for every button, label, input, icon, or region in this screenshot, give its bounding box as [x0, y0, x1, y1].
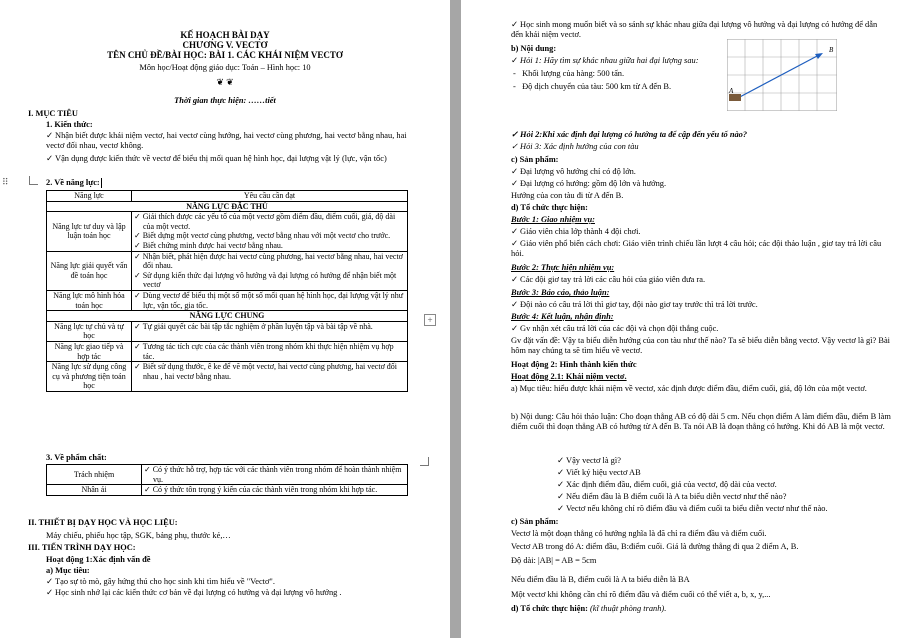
table-row	[47, 212, 408, 251]
product-2-item-2: Vectơ AB trong đó A: điểm đầu, B:điểm cuối. Giá là đường thẳng đi qua 2 điểm A, B.	[511, 542, 799, 551]
activity-1-item-2: ✓ Học sinh nhớ lại các kiến thức cơ bản về đại lượng có hướng và đại lượng vô hướng .	[46, 588, 342, 598]
step-1-b: ✓ Giáo viên phổ biến cách chơi: Giáo viên trình chiếu lần lượt 4 câu hỏi; các đội thảo luận , giơ tay trả lời câu hỏi.	[511, 239, 893, 259]
question-1-b: - Độ dịch chuyển của tàu: 500 km từ A đến B.	[513, 82, 672, 91]
step-1: Bước 1: Giao nhiệm vụ:	[511, 215, 595, 224]
question-2: ✓ Hỏi 2:Khi xác định đại lượng có hướng ta để cập đến yếu tố nào?	[511, 130, 747, 140]
row-label: Năng lực sử dụng công cụ và phương tiện toán học	[47, 362, 132, 392]
row-requirements: ✓ Biết sử dụng thước, ê ke để vẽ một vectơ, hai vectơ cùng phương, hai vectơ đối nhau , hai vectơ bằng nhau.	[132, 362, 408, 392]
product-2-item-3: Độ dài: |AB| = AB = 5cm	[511, 556, 597, 565]
knowledge-heading: 1. Kiến thức:	[46, 120, 93, 129]
product-2-item-1: Vectơ là một đoạn thẳng có hướng nghĩa là đã chỉ ra điểm đầu và điểm cuối.	[511, 529, 767, 538]
section-objectives: I. MỤC TIÊU	[28, 109, 78, 118]
chapter-title: CHƯƠNG V. VECTƠ	[182, 40, 268, 50]
ornament: ❦ ❦	[216, 77, 234, 87]
row-label: Năng lực giải quyết vấn đề toán học	[47, 251, 132, 290]
discussion-item: ✓ Xác định điểm đầu, điểm cuối, giá của vectơ, độ dài của vectơ.	[557, 480, 777, 490]
activity-2-1-objective: a) Mục tiêu: hiểu được khái niệm về vectơ, xác định được điểm đầu, điểm cuối, giá, độ lớn của một vectơ.	[511, 384, 867, 393]
competency-table	[46, 190, 408, 392]
step-3-a: ✓ Đội nào có câu trả lời thì giơ tay, đội nào giơ tay trước thì trả lời trước.	[511, 300, 758, 310]
lesson-title: KẾ HOẠCH BÀI DẠY	[180, 30, 270, 40]
margin-mark-icon	[29, 176, 38, 185]
question-3: ✓ Hỏi 3: Xác định hướng của con tàu	[511, 142, 639, 152]
step-2-a: ✓ Các đội giơ tay trả lời các câu hỏi của giáo viên đưa ra.	[511, 275, 705, 285]
product-item-3: Hướng của con tàu đi từ A đến B.	[511, 191, 624, 200]
row-requirements: ✓ Tương tác tích cực của các thành viên trong nhóm khi thực hiện nhiệm vụ hợp tác.	[132, 341, 408, 361]
table-row	[47, 485, 408, 496]
group-specific: NĂNG LỰC ĐẶC THÙ	[47, 201, 408, 212]
subject-line: Môn học/Hoạt động giáo dục: Toán – Hình học: 10	[139, 63, 311, 72]
step-4-b: Gv đặt vấn đề: Vậy ta biểu diễn hướng của con tàu như thế nào? Ta sẽ biểu diễn bằng vectơ. Vậy vectơ là gì? Bài hôm nay chúng ta sẽ tìm hiểu về vectơ.	[511, 336, 890, 356]
page-gap	[452, 0, 461, 638]
discussion-item: ✓ Vậy vectơ là gì?	[557, 456, 621, 466]
drag-handle-icon[interactable]: ⠿	[2, 177, 9, 187]
table-row	[47, 251, 408, 290]
activity-1-objective: a) Mục tiêu:	[46, 566, 90, 575]
step-1-a: ✓ Giáo viên chia lớp thành 4 đội chơi.	[511, 227, 641, 237]
activity-2-1-heading: Hoạt động 2.1: Khái niệm vectơ.	[511, 372, 627, 381]
row-requirements: ✓ Dùng vectơ để biểu thị một số một số mối quan hệ hình học, đại lượng vật lý như lực, vận tốc, gia tốc.	[132, 290, 408, 310]
question-1: ✓ Hỏi 1: Hãy tìm sự khác nhau giữa hai đại lượng sau:	[511, 56, 698, 66]
table-header-requirement: Yêu cầu cần đạt	[132, 191, 408, 202]
document-page-left	[0, 0, 450, 638]
table-row	[47, 362, 408, 392]
section-process: III. TIẾN TRÌNH DẠY HỌC:	[28, 543, 136, 552]
organize-heading-2: d) Tổ chức thực hiện: (kĩ thuật phòng tranh).	[511, 604, 667, 613]
topic-title: TÊN CHỦ ĐỀ/BÀI HỌC: BÀI 1. CÁC KHÁI NIỆM VECTƠ	[107, 50, 343, 60]
intro-paragraph: ✓ Học sinh mong muốn biết và so sánh sự khác nhau giữa đại lượng vô hướng và đại lượng có hướng để dẫn đến khái niệm vectơ.	[511, 20, 891, 40]
organize-heading: d) Tổ chức thực hiện:	[511, 203, 588, 212]
row-label: Năng lực tư duy và lập luận toán học	[47, 212, 132, 251]
product-item-2: ✓ Đại lượng có hướng: gồm độ lớn và hướng.	[511, 179, 666, 189]
table-row	[47, 465, 408, 485]
row-label: Nhân ái	[47, 485, 142, 496]
duration-line: Thời gian thực hiện: ……tiết	[174, 96, 276, 105]
step-4: Bước 4: Kết luận, nhận định:	[511, 312, 614, 321]
activity-2-heading: Hoạt động 2: Hình thành kiến thức	[511, 360, 637, 369]
product-2-item-5: Một vectơ khi không cần chỉ rõ điểm đầu và điểm cuối có thể viết a, b, x, y,...	[511, 590, 771, 599]
activity-2-1-content: b) Nội dung: Câu hỏi thảo luận: Cho đoạn thẳng AB có độ dài 5 cm. Nếu chọn điểm A làm điểm đầu, điểm B làm điểm cuối thì đoạn thẳng AB có hướng từ A đến B. Ta nói AB là đoạn thẳng có hướng. Khi đó AB là một vectơ.	[511, 412, 891, 432]
figure-label-b: B	[829, 46, 834, 54]
row-requirements: ✓ Tự giải quyết các bài tập tắc nghiệm ở phần luyện tập và bài tập về nhà.	[132, 321, 408, 341]
row-label: Năng lực mô hình hóa toán học	[47, 290, 132, 310]
ship-vector-figure	[727, 39, 837, 111]
document-page-right	[461, 0, 912, 638]
row-label: Năng lực tự chủ và tự học	[47, 321, 132, 341]
knowledge-item-2: ✓ Vận dụng được kiến thức về vectơ để biểu thị mối quan hệ hình học, đại lượng vật lý (lực, vận tốc)	[46, 154, 426, 164]
product-heading: c) Sản phẩm:	[511, 155, 559, 164]
table-row	[47, 321, 408, 341]
margin-mark-icon	[420, 457, 429, 466]
quality-table	[46, 464, 408, 496]
content-heading: b) Nội dung:	[511, 44, 557, 53]
equipment-text: Máy chiếu, phiếu học tập, SGK, bảng phụ, thước kẻ,…	[46, 531, 231, 540]
row-description: ✓ Có ý thức hỗ trợ, hợp tác với các thành viên trong nhóm để hoàn thành nhiệm vụ.	[142, 465, 408, 485]
add-icon[interactable]: +	[424, 314, 436, 326]
discussion-item: ✓ Viết ký hiệu vectơ AB	[557, 468, 641, 478]
activity-1-item-1: ✓ Tạo sự tò mò, gây hứng thú cho học sinh khi tìm hiểu về "Vectơ".	[46, 577, 275, 587]
product-heading-2: c) Sản phẩm:	[511, 517, 559, 526]
step-3: Bước 3: Báo cáo, thảo luận:	[511, 288, 610, 297]
text-cursor	[101, 178, 102, 188]
row-requirements: ✓ Giải thích được các yếu tố của một vectơ gồm điểm đầu, điểm cuối, giá, độ dài của một vectơ. ✓ Biết dựng một vectơ cùng phương, vectơ bằng nhau với một vectơ cho trước. ✓ Biết chứng minh được hai vectơ bằng nhau.	[132, 212, 408, 251]
product-2-item-4: Nếu điểm đầu là B, điểm cuối là A ta biểu diễn là BA	[511, 575, 690, 584]
knowledge-item-1: ✓ Nhận biết được khái niệm vectơ, hai vectơ cùng hướng, hai vectơ cùng phương, hai vectơ bằng nhau, hai vectơ đối nhau, vectơ không.	[46, 131, 421, 151]
product-item-1: ✓ Đại lượng vô hướng chỉ có độ lớn.	[511, 167, 636, 177]
row-label: Năng lực giao tiếp và hợp tác	[47, 341, 132, 361]
group-general: NĂNG LỰC CHUNG	[47, 311, 408, 322]
section-equipment: II. THIẾT BỊ DẠY HỌC VÀ HỌC LIỆU:	[28, 518, 178, 527]
row-requirements: ✓ Nhận biết, phát hiện được hai vectơ cùng phương, hai vectơ bằng nhau, hai vectơ đối nhau. ✓ Sử dụng kiến thức đại lượng vô hướng và đại lượng có hướng để nhận biết một vectơ	[132, 251, 408, 290]
competency-heading: 2. Về năng lực:	[46, 178, 100, 187]
discussion-item: ✓ Vectơ nếu không chỉ rõ điểm đầu và điểm cuối ta biểu diễn vectơ như thế nào.	[557, 504, 828, 514]
quality-heading: 3. Về phẩm chất:	[46, 453, 107, 462]
figure-label-a: A	[729, 87, 734, 95]
table-row	[47, 341, 408, 361]
step-4-a: ✓ Gv nhận xét câu trả lời của các đội và chọn đội thắng cuộc.	[511, 324, 718, 334]
step-2: Bước 2: Thực hiện nhiệm vụ:	[511, 263, 615, 272]
question-1-a: - Khối lượng của hàng: 500 tấn.	[513, 69, 625, 78]
table-row	[47, 290, 408, 310]
activity-1-heading: Hoạt động 1:Xác định vấn đề	[46, 555, 151, 564]
discussion-item: ✓ Nếu điểm đầu là B điểm cuối là A ta biểu diễn vectơ như thế nào?	[557, 492, 786, 502]
row-label: Trách nhiệm	[47, 465, 142, 485]
table-header-competency: Năng lực	[47, 191, 132, 202]
row-description: ✓ Có ý thức tôn trọng ý kiến của các thành viên trong nhóm khi hợp tác.	[142, 485, 408, 496]
